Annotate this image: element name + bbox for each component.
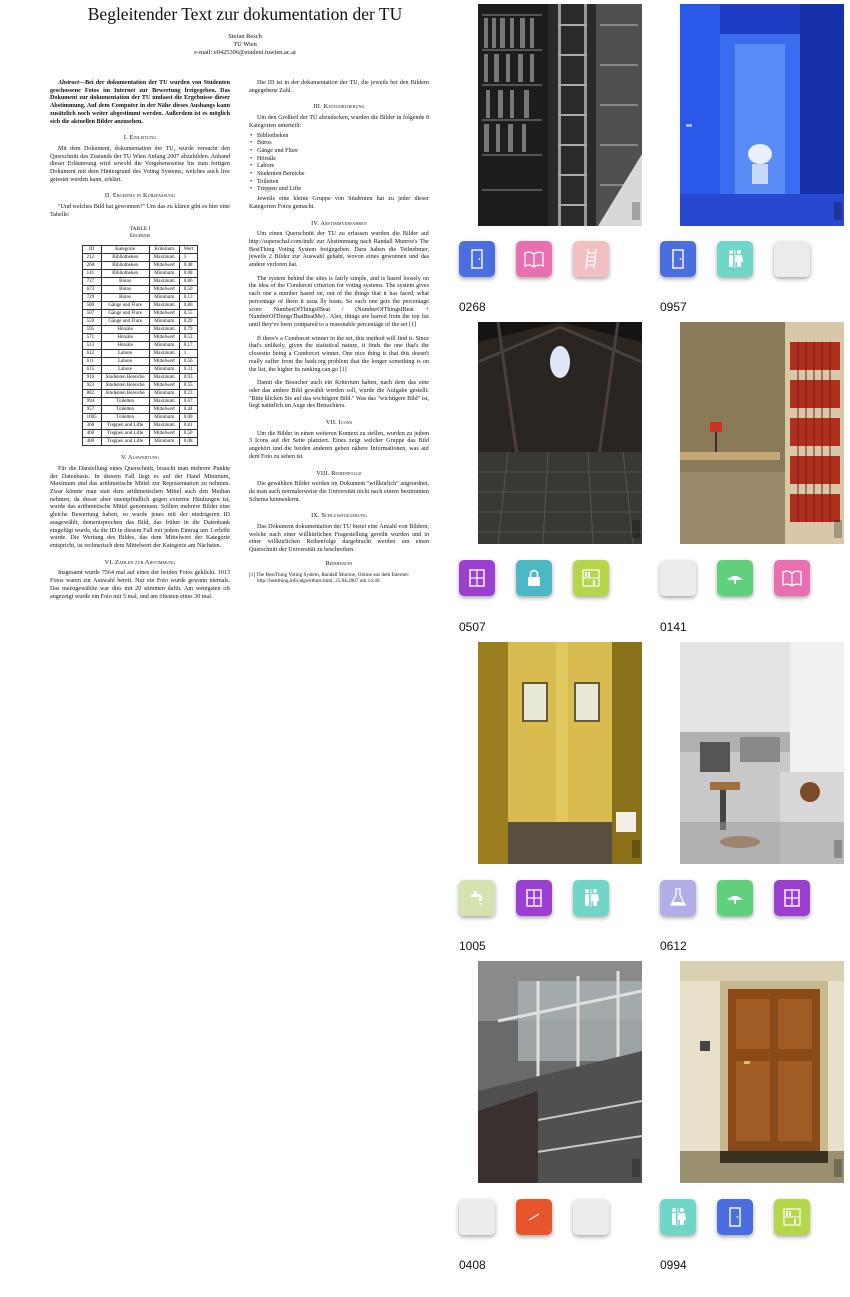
table-cell: Toiletten: [101, 398, 149, 406]
table-cell: 0.53: [179, 334, 198, 342]
table-cell: Maximum: [149, 254, 179, 262]
book-icon[interactable]: [516, 241, 552, 277]
photo-0268[interactable]: [478, 4, 642, 226]
table-header-cell: Kriterium: [149, 246, 179, 254]
table-cell: Bibliotheken: [101, 254, 149, 262]
table-cell: 0.93: [179, 374, 198, 382]
table-row: [82, 438, 198, 446]
section-8-text: Die gewählten Bilder werden im Dokument "willkürlich" angeordnet, da man auch normalerweise die Universität nicht nach einem bestimmten Schema kennenlernt.: [249, 481, 429, 503]
category-item: • Labore: [249, 163, 429, 171]
blank-icon[interactable]: [573, 1199, 609, 1235]
photo-credit-mark: [632, 202, 640, 220]
restroom-icon[interactable]: [717, 241, 753, 277]
table-row: [82, 286, 198, 294]
table-cell: 0.31: [179, 366, 198, 374]
table-cell: 268: [82, 262, 101, 270]
reference-1: [1] The BestThing Voting System, Randall Munroe, Online aus dem Internet: http://bestthing.info/algorithms.html, 25.04.2007 um 14:40.: [249, 571, 410, 584]
photo-0957[interactable]: [680, 4, 844, 226]
table-cell: Minimum: [149, 414, 179, 422]
table-cell: Gänge und Flure: [101, 310, 149, 318]
blank-icon-glyph: [465, 1205, 489, 1229]
slash-icon-glyph: [522, 1205, 546, 1229]
photo-id-label: 0408: [459, 1258, 486, 1272]
table-row: [82, 318, 198, 326]
wooden-door-image: [680, 961, 844, 1183]
table-cell: 0.13: [179, 294, 198, 302]
section-2-text: "Und welches Bild hat gewonnen?" Um das zu klären gibt es hier eine Tabelle:: [50, 204, 230, 218]
table-cell: 580: [82, 302, 101, 310]
section-heading-1: I. Einleitung: [123, 134, 157, 142]
table-cell: Büros: [101, 278, 149, 286]
table-row: [82, 310, 198, 318]
photo-0507[interactable]: [478, 322, 642, 544]
restroom-icon[interactable]: [660, 1199, 696, 1235]
shelf-icon[interactable]: [774, 1199, 810, 1235]
photo-1005[interactable]: [478, 642, 642, 864]
shelf-icon[interactable]: [573, 560, 609, 596]
author-email: e-mail: e0425306@student.tuwien.ac.at: [194, 49, 296, 57]
section-3-text: Um den Großteil der TU abzudecken, wurden die Bilder in folgende 8 Kategorien unterteilt:: [249, 115, 429, 129]
photo-credit-mark: [834, 1159, 842, 1177]
table-cell: Labore: [101, 366, 149, 374]
table-cell: 0.48: [179, 262, 198, 270]
table-cell: 408: [82, 430, 101, 438]
category-item: • Toiletten: [249, 179, 429, 187]
table-row: [82, 262, 198, 270]
door-icon-glyph: [666, 247, 690, 271]
table-cell: 882: [82, 390, 101, 398]
table-header-cell: Wert: [179, 246, 198, 254]
table-cell: 0.00: [179, 414, 198, 422]
section-4-text-1: Um einen Querschnitt der TU zu erfassen wurden die Bilder auf http://superschaf.com/tndi/ zur Abstimmung nach Randall Munroe's The BestThing Voting System freigegeben. Daru haben die Teilnehmer, jeweils 2 Bilder zur Auswahl gehabt, wovon eines gewonnen und das andere verloren hat.: [249, 231, 429, 269]
table-cell: Minimum: [149, 342, 179, 350]
door-icon-glyph: [723, 1205, 747, 1229]
section-6-text: Insgesamt wurde 7564 mal auf eines der beiden Fotos geklickt. 1013 Fotos waren zur Auswahl bereit. Nur ein Foto wurde gewann niemals. Das meistgewählte war dies mit 20 stimmen dafür. Am wenigsten oft angezeigt wurde ein Foto mit 5 mal, und am öftesten eines 30 mal.: [50, 570, 230, 600]
table-cell: Büros: [101, 286, 149, 294]
photo-credit-mark: [834, 840, 842, 858]
table-cell: Bibliotheken: [101, 270, 149, 278]
table-cell: 0.81: [179, 422, 198, 430]
table-cell: Minimum: [149, 270, 179, 278]
table-cell: Maximum: [149, 278, 179, 286]
table-cell: 507: [82, 310, 101, 318]
section-heading-5: V. Auswertung: [121, 454, 159, 462]
table-row: [82, 294, 198, 302]
photo-0612[interactable]: [680, 642, 844, 864]
attic-window-image: [478, 322, 642, 544]
restroom-icon-glyph: [723, 247, 747, 271]
table-cell: Minimum: [149, 366, 179, 374]
abstract: [50, 80, 230, 126]
table-cell: Maximum: [149, 374, 179, 382]
section-heading-8: VIII. Reihenfolge: [316, 469, 362, 477]
shelf-icon-glyph: [579, 566, 603, 590]
photo-id-label: 0957: [660, 300, 687, 314]
staircase-image: [478, 961, 642, 1183]
flask-icon-glyph: [666, 886, 690, 910]
category-item: • Hörsäle: [249, 156, 429, 164]
table-cell: 0.08: [179, 438, 198, 446]
table-cell: Treppen und Lifte: [101, 438, 149, 446]
section-1-text: Mit dem Dokument, dokumentation der TU, wurde versucht den Querschnitt des Zustands der TU Wien Anfang 2007 abzubilden. Anhand dieser Erläuterung wird sowohl die Vorgehensweise bis zum fertigen Dokument mit dem Hintergrund des Voting Systems, welches auch live getestet werden kann, erklärt.: [50, 145, 230, 183]
blank-icon[interactable]: [459, 1199, 495, 1235]
section-heading-3: III. Kategorisierung: [313, 103, 365, 111]
table-cell: 611: [82, 358, 101, 366]
table-cell: Maximum: [149, 398, 179, 406]
table-row: [82, 326, 198, 334]
photo-id-label: 1005: [459, 939, 486, 953]
table-cell: 612: [82, 350, 101, 358]
section-3-after: Jeweils eine kleine Gruppe von Studenten hat zu jeder dieser Kategorien Fotos gemacht.: [249, 196, 429, 210]
table-cell: 0.80: [179, 302, 198, 310]
table-row: [82, 374, 198, 382]
table-cell: 0.55: [179, 310, 198, 318]
photo-credit-mark: [834, 202, 842, 220]
category-item: • Bibliotheken: [249, 133, 429, 141]
photo-id-label: 0141: [660, 620, 687, 634]
table-row: [82, 382, 198, 390]
table-cell: 729: [82, 294, 101, 302]
table-cell: 615: [82, 366, 101, 374]
shelf-icon-glyph: [780, 1205, 804, 1229]
table-row: [82, 254, 198, 262]
category-item: • Studenten Bereiche: [249, 171, 429, 179]
door-icon[interactable]: [459, 241, 495, 277]
table-subcaption: Ergebnis: [129, 232, 151, 239]
table-cell: Studenten Bereiche: [101, 390, 149, 398]
photo-id-label: 0994: [660, 1258, 687, 1272]
table-cell: Mittelwert: [149, 262, 179, 270]
photo-credit-mark: [632, 520, 640, 538]
tap-icon-glyph: [465, 886, 489, 910]
table-row: [82, 270, 198, 278]
section-7-text: Um die Bilder in einen weiteren Kontext zu stellen, wurden zu jedem 3 Icons auf der Seite platziert. Eines zeigt welcher Gruppe das Bild angehört und die beiden anderen geben nähere Informationen, was auf dem Foto zu sehen ist.: [249, 430, 429, 460]
table-cell: 0.56: [179, 358, 198, 366]
table-row: [82, 278, 198, 286]
table-cell: 0.50: [179, 286, 198, 294]
table-cell: Labore: [101, 358, 149, 366]
table-cell: Toiletten: [101, 406, 149, 414]
library-shelves-image: [478, 4, 642, 226]
table-cell: 400: [82, 438, 101, 446]
table-row: [82, 334, 198, 342]
author-affiliation: TU Wien: [233, 41, 257, 49]
table-cell: Maximum: [149, 350, 179, 358]
intro-id-text: Die ID ist in der dokumentation der TU, die jeweils bei den Bildern angegebene Zahl.: [249, 80, 429, 94]
book-icon[interactable]: [774, 560, 810, 596]
restroom-icon[interactable]: [573, 880, 609, 916]
table-cell: Mittelwert: [149, 430, 179, 438]
table-cell: 0.79: [179, 326, 198, 334]
table-row: [82, 366, 198, 374]
office-bookshelf-image: [680, 322, 844, 544]
lock-icon[interactable]: [516, 560, 552, 596]
table-cell: 923: [82, 382, 101, 390]
author-name: Stefan Resch: [228, 33, 262, 40]
photo-credit-mark: [632, 1159, 640, 1177]
table-cell: Mittelwert: [149, 310, 179, 318]
table-cell: 559: [82, 318, 101, 326]
yellow-corridor-image: [478, 642, 642, 864]
lock-icon-glyph: [522, 566, 546, 590]
table-cell: 673: [82, 286, 101, 294]
ladder-icon-glyph: [579, 247, 603, 271]
flask-icon[interactable]: [660, 880, 696, 916]
section-4-text-3: If there's a Condorcet winner in the set, this method will find it. Since that's unlikely, given the statistical nature, it finds the one that's the closestto being a Condorcet winner. One nice thing is that this doesn't really suffer from the bash.org problem that the longer something is on the list, the higher its ranking can go [1]: [249, 335, 429, 373]
blue-toilet-image: [680, 4, 844, 226]
door-icon[interactable]: [717, 1199, 753, 1235]
table-cell: 0.50: [179, 430, 198, 438]
table-header-row: [82, 246, 198, 254]
table-cell: Minimum: [149, 294, 179, 302]
lamp-icon[interactable]: [717, 880, 753, 916]
paper-page: [50, 0, 440, 720]
table-row: [82, 302, 198, 310]
table-caption: TABLE I: [129, 225, 151, 232]
table-cell: 1: [179, 254, 198, 262]
table-cell: 0.08: [179, 270, 198, 278]
table-cell: 0.55: [179, 382, 198, 390]
window-icon[interactable]: [459, 560, 495, 596]
table-cell: 141: [82, 270, 101, 278]
section-4-text-4: Damit die Besucher auch ein Kriterium haben, nach dem das eine oder das andere Bild gewählt werden soll, wurde die Aufgabe gestellt: "Bitte klicken Sie auf das wichtigere Bild." Was das "wichtigere Bild" ist, liegt natürlich im Auge des Betrachters.: [249, 380, 429, 410]
table-cell: Toiletten: [101, 414, 149, 422]
table-cell: 1: [179, 350, 198, 358]
table-cell: Hörsäle: [101, 326, 149, 334]
table-cell: 0.23: [179, 390, 198, 398]
table-cell: 957: [82, 406, 101, 414]
table-row: [82, 422, 198, 430]
book-icon-glyph: [522, 247, 546, 271]
book-icon-glyph: [780, 566, 804, 590]
laboratory-image: [680, 642, 844, 864]
table-cell: Maximum: [149, 422, 179, 430]
window-icon[interactable]: [516, 880, 552, 916]
lamp-icon-glyph: [723, 886, 747, 910]
photo-id-label: 0268: [459, 300, 486, 314]
table-cell: 994: [82, 398, 101, 406]
table-cell: Hörsäle: [101, 334, 149, 342]
abstract-text: Bei der dokumentation der TU wurden von Studenten geschossene Fotos im Internet zur Bewertung freigegeben. Das Dokument zur dokumentation der TU umfasst die Ergebnisse dieser Abstimmung. Auf dem Computer in der Nähe dieses Aushangs kann zusätzlich noch weiter abgestimmt werden. Außerdem ist es möglich sich die aktuellen Bilder anzusehen.: [50, 80, 230, 125]
table-cell: 513: [82, 342, 101, 350]
paper-title: Begleitender Text zur dokumentation der TU: [87, 4, 403, 24]
section-heading-7: VII. Icons: [325, 419, 353, 427]
table-cell: Gänge und Flure: [101, 318, 149, 326]
table-cell: Büros: [101, 294, 149, 302]
photo-credit-mark: [632, 840, 640, 858]
slash-icon[interactable]: [516, 1199, 552, 1235]
table-row: [82, 358, 198, 366]
table-cell: Hörsäle: [101, 342, 149, 350]
blank-icon[interactable]: [660, 560, 696, 596]
window-icon-glyph: [465, 566, 489, 590]
section-9-text: Das Dokument dokumentation der TU bietet eine Anzahl von Bildern, welche nach einer willkürlichen Fragestellung gereiht wurden und in einer willkürlichen Reihenfolge dargebracht werden um einen Querschnitt der Universität zu beschreiben.: [249, 524, 429, 554]
table-cell: Maximum: [149, 302, 179, 310]
table-row: [82, 342, 198, 350]
abstract-label: Abstract—: [58, 80, 86, 86]
door-icon-glyph: [465, 247, 489, 271]
table-cell: Mittelwert: [149, 334, 179, 342]
table-cell: Studenten Bereiche: [101, 382, 149, 390]
table-cell: 595: [82, 326, 101, 334]
category-list: [249, 133, 429, 195]
photo-0408[interactable]: [478, 961, 642, 1183]
tap-icon[interactable]: [459, 880, 495, 916]
table-cell: Treppen und Lifte: [101, 422, 149, 430]
restroom-icon-glyph: [666, 1205, 690, 1229]
category-item: • Gänge und Flure: [249, 148, 429, 156]
table-cell: 571: [82, 334, 101, 342]
table-cell: 727: [82, 278, 101, 286]
table-cell: 916: [82, 374, 101, 382]
ladder-icon[interactable]: [573, 241, 609, 277]
blank-icon-glyph: [579, 1205, 603, 1229]
photo-0994[interactable]: [680, 961, 844, 1183]
category-item: • Treppen und Lifte: [249, 186, 429, 194]
lamp-icon[interactable]: [717, 560, 753, 596]
table-cell: 0.17: [179, 342, 198, 350]
window-icon-glyph: [522, 886, 546, 910]
section-4-text-2: The system behind the sites is fairly simple, and is based loosely on the idea of the Condorcet criterion for voting systems. The system gives each one a number based on, out of the things that it has faced, what percentage of them it usua lly beats. So each one gets the percentage score NumberOfThingsIBeat / (NumberOfThingsIBeat + NumberOfThingsThatBeatMe) . Also, things are barred from the top list until they've been compared to a reasonable percentage of the set [1]: [249, 275, 429, 328]
door-icon[interactable]: [660, 241, 696, 277]
window-icon[interactable]: [774, 880, 810, 916]
blank-icon[interactable]: [774, 241, 810, 277]
table-cell: Minimum: [149, 390, 179, 398]
photo-id-label: 0612: [660, 939, 687, 953]
table-cell: Mittelwert: [149, 286, 179, 294]
section-heading-6: VI. Zahlen zur Abstimmung: [104, 558, 176, 566]
table-cell: 0.67: [179, 398, 198, 406]
category-item: • Büros: [249, 140, 429, 148]
table-row: [82, 414, 198, 422]
restroom-icon-glyph: [579, 886, 603, 910]
table-cell: Studenten Bereiche: [101, 374, 149, 382]
section-heading-2: II. Ergebnis in Kurzfassung: [104, 192, 176, 200]
table-cell: 0.86: [179, 278, 198, 286]
table-cell: 1005: [82, 414, 101, 422]
blank-icon-glyph: [666, 566, 690, 590]
table-cell: Gänge und Flure: [101, 302, 149, 310]
table-cell: Mittelwert: [149, 358, 179, 366]
blank-icon-glyph: [780, 247, 804, 271]
table-row: [82, 398, 198, 406]
window-icon-glyph: [780, 886, 804, 910]
table-cell: Maximum: [149, 326, 179, 334]
photo-0141[interactable]: [680, 322, 844, 544]
table-header-cell: Kategorie: [101, 246, 149, 254]
lamp-icon-glyph: [723, 566, 747, 590]
left-column: [50, 80, 230, 601]
references-heading: References: [325, 560, 353, 567]
table-cell: Mittelwert: [149, 382, 179, 390]
table-cell: Bibliotheken: [101, 262, 149, 270]
table-row: [82, 430, 198, 438]
table-cell: 368: [82, 422, 101, 430]
table-cell: Mittelwert: [149, 406, 179, 414]
section-5-text: Für die Darstellung eines Querschnitt, braucht man mehrere Punkte der Datenbasis. In diesem Fall liegt es auf der Hand Minimum, Maximum und das arithmetische Mittel zur Repräsentation zu nehmen. Zwar könnte man statt dem arithmetischen Mittel auch den Median nehmen, da dieser aber unempfindlich gegen extreme Häufungen ist, wurde das arithmetische Mittel genommen. Sollten mehrere Bilder eine gleiche Bewertung haben, so wurde jenes mit der niedrigeren ID ausgewählt, dementsprechen das Bild, das früher in die Datenbank eingefügt wurde, da die ID in diesem Fall mit jedem Eintrag um 1 erhöht wurde. Die Wertung des Bildes, das dem Mittelwert der Kategorie entspricht, ist rechnerisch dem Mittelwert der Kategorie am Nächsten.: [50, 465, 230, 549]
author-block: [50, 33, 440, 58]
right-column: [249, 80, 429, 584]
results-table: [82, 245, 199, 446]
table-cell: Minimum: [149, 438, 179, 446]
table-cell: Labore: [101, 350, 149, 358]
table-row: [82, 406, 198, 414]
table-cell: Minimum: [149, 318, 179, 326]
section-heading-9: IX. Schlussfolgerung: [311, 512, 367, 520]
table-row: [82, 350, 198, 358]
table-cell: 0.29: [179, 318, 198, 326]
table-row: [82, 390, 198, 398]
photo-credit-mark: [834, 520, 842, 538]
table-header-cell: ID: [82, 246, 101, 254]
photo-id-label: 0507: [459, 620, 486, 634]
table-cell: 212: [82, 254, 101, 262]
section-heading-4: IV. Abstimmverfahren: [311, 219, 367, 227]
table-cell: Treppen und Lifte: [101, 430, 149, 438]
table-cell: 0.44: [179, 406, 198, 414]
